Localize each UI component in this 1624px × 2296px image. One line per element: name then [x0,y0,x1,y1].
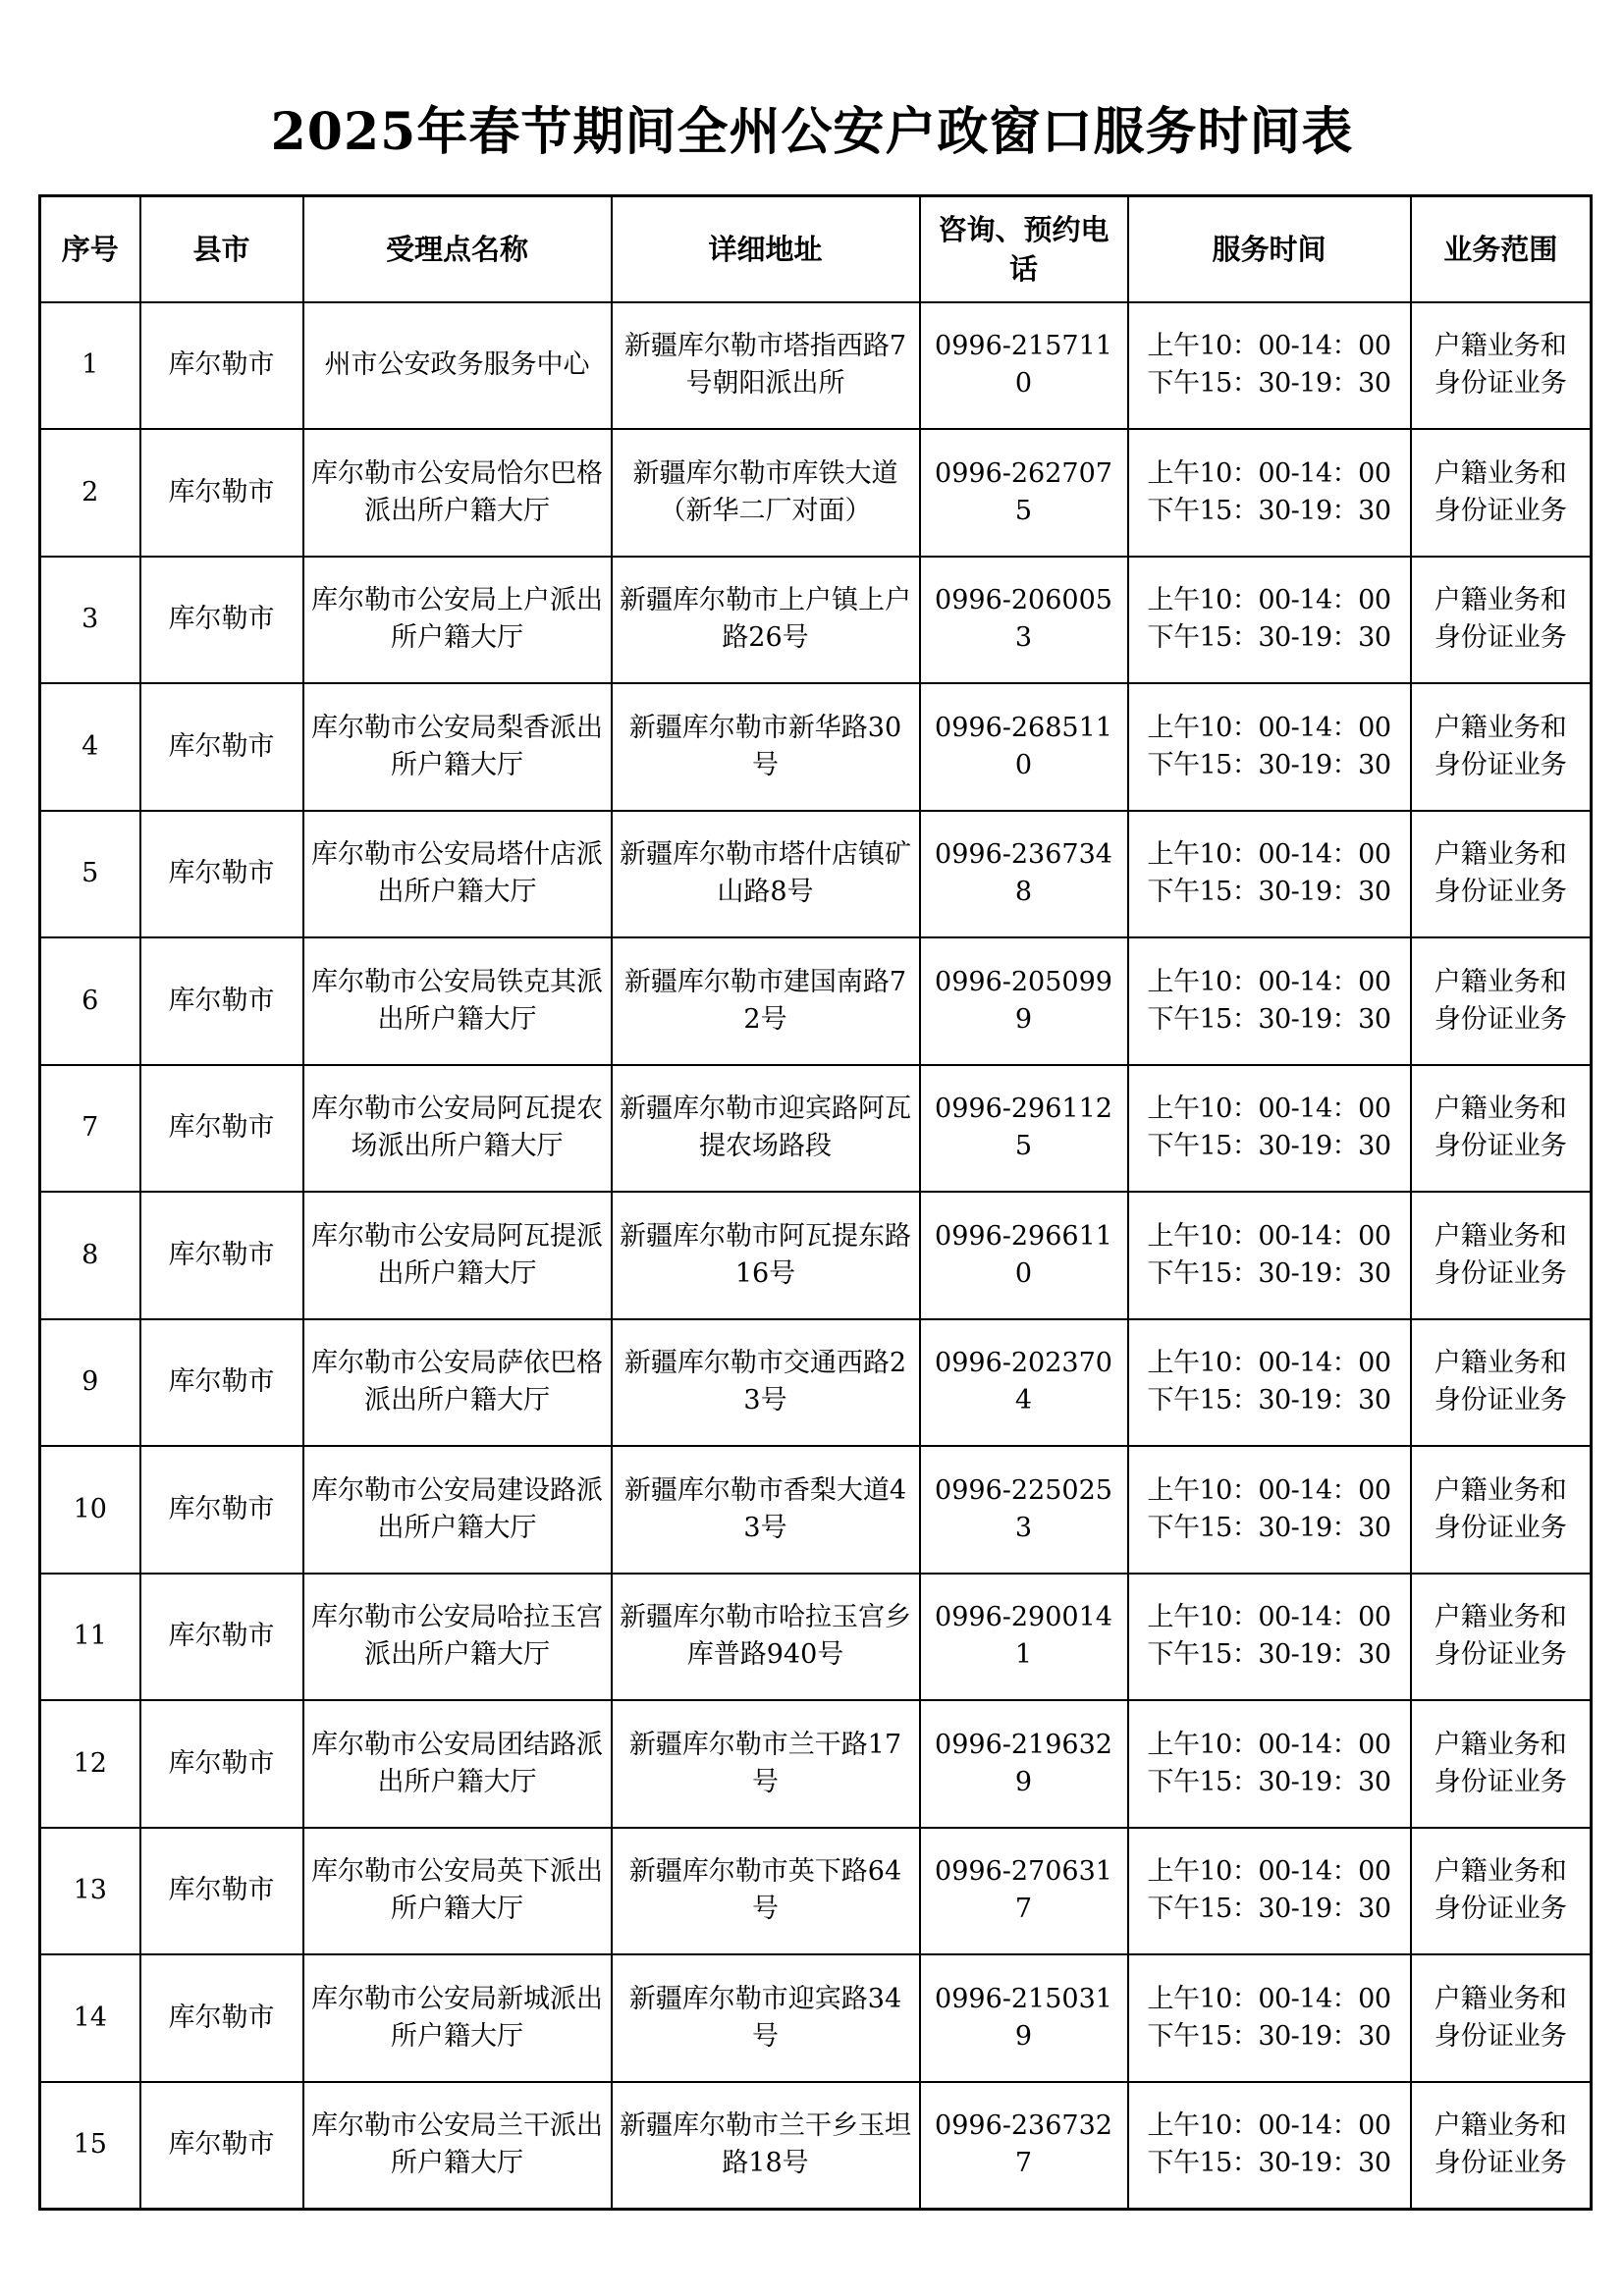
row-phone: 0996-2367327 [920,2082,1128,2210]
row-hours-morning: 上午10：00-14：00 [1147,2110,1391,2141]
row-phone: 0996-2706317 [920,1828,1128,1955]
row-seq: 2 [40,429,140,557]
row-seq: 9 [40,1319,140,1447]
table-row [40,1192,1592,1319]
row-scope-line-1: 户籍业务和 [1434,1094,1567,1125]
row-seq: 4 [40,683,140,811]
row-business-scope [1411,811,1592,938]
row-phone: 0996-2196329 [920,1700,1128,1828]
row-hours-morning: 上午10：00-14：00 [1147,1983,1391,2014]
row-scope-line-2: 身份证业务 [1434,749,1567,780]
table-row [40,1954,1592,2082]
row-hours-morning: 上午10：00-14：00 [1147,457,1391,489]
row-station-name: 库尔勒市公安局英下派出所户籍大厅 [303,1828,612,1955]
row-service-hours [1128,1065,1411,1193]
row-station-name: 库尔勒市公安局阿瓦提农场派出所户籍大厅 [303,1065,612,1193]
table-row [40,429,1592,557]
row-business-scope [1411,1954,1592,2082]
row-business-scope [1411,302,1592,430]
row-address: 新疆库尔勒市迎宾路阿瓦提农场路段 [612,1065,920,1193]
row-address: 新疆库尔勒市哈拉玉宫乡库普路940号 [612,1574,920,1701]
row-service-hours [1128,1828,1411,1955]
row-scope-line-2: 身份证业务 [1434,1385,1567,1416]
row-station-name: 库尔勒市公安局建设路派出所户籍大厅 [303,1446,612,1574]
row-hours-afternoon: 下午15：30-19：30 [1147,1894,1391,1925]
row-hours-afternoon: 下午15：30-19：30 [1147,495,1391,526]
row-hours-morning: 上午10：00-14：00 [1147,966,1391,997]
row-hours-afternoon: 下午15：30-19：30 [1147,749,1391,780]
row-phone: 0996-2685110 [920,683,1128,811]
row-address: 新疆库尔勒市香梨大道43号 [612,1446,920,1574]
row-address: 新疆库尔勒市新华路30号 [612,683,920,811]
row-phone: 0996-2250253 [920,1446,1128,1574]
table-row [40,1574,1592,1701]
row-hours-afternoon: 下午15：30-19：30 [1147,1512,1391,1543]
row-hours-morning: 上午10：00-14：00 [1147,331,1391,362]
row-scope-line-1: 户籍业务和 [1434,1856,1567,1888]
row-phone: 0996-2050999 [920,937,1128,1065]
column-header-seq: 序号 [40,196,140,302]
row-business-scope [1411,1319,1592,1447]
row-service-hours [1128,302,1411,430]
row-seq: 15 [40,2082,140,2210]
row-seq: 6 [40,937,140,1065]
row-seq: 1 [40,302,140,430]
row-county: 库尔勒市 [140,1446,303,1574]
row-county: 库尔勒市 [140,1319,303,1447]
row-scope-line-1: 户籍业务和 [1434,1602,1567,1633]
row-hours-morning: 上午10：00-14：00 [1147,712,1391,743]
row-business-scope [1411,1192,1592,1319]
row-station-name: 库尔勒市公安局塔什店派出所户籍大厅 [303,811,612,938]
column-header-phone: 咨询、预约电话 [920,196,1128,302]
service-hours-table [38,194,1593,2211]
row-seq: 7 [40,1065,140,1193]
column-header-scope: 业务范围 [1411,196,1592,302]
row-station-name: 库尔勒市公安局阿瓦提派出所户籍大厅 [303,1192,612,1319]
row-scope-line-2: 身份证业务 [1434,1257,1567,1289]
row-service-hours [1128,1319,1411,1447]
row-service-hours [1128,811,1411,938]
row-address: 新疆库尔勒市兰干乡玉坦路18号 [612,2082,920,2210]
row-hours-morning: 上午10：00-14：00 [1147,1602,1391,1633]
row-service-hours [1128,1192,1411,1319]
row-hours-morning: 上午10：00-14：00 [1147,1856,1391,1888]
row-county: 库尔勒市 [140,1954,303,2082]
row-service-hours [1128,1700,1411,1828]
row-phone: 0996-2150319 [920,1954,1128,2082]
table-row [40,683,1592,811]
row-county: 库尔勒市 [140,811,303,938]
table-row [40,557,1592,684]
row-scope-line-1: 户籍业务和 [1434,1983,1567,2014]
column-header-county: 县市 [140,196,303,302]
row-address: 新疆库尔勒市兰干路17号 [612,1700,920,1828]
row-hours-morning: 上午10：00-14：00 [1147,1348,1391,1379]
column-header-hours: 服务时间 [1128,196,1411,302]
row-seq: 8 [40,1192,140,1319]
row-hours-afternoon: 下午15：30-19：30 [1147,2020,1391,2052]
row-service-hours [1128,1574,1411,1701]
table-row [40,1700,1592,1828]
row-address: 新疆库尔勒市迎宾路34号 [612,1954,920,2082]
row-seq: 12 [40,1700,140,1828]
row-scope-line-1: 户籍业务和 [1434,1729,1567,1760]
row-address: 新疆库尔勒市阿瓦提东路16号 [612,1192,920,1319]
row-county: 库尔勒市 [140,302,303,430]
row-service-hours [1128,1446,1411,1574]
row-hours-afternoon: 下午15：30-19：30 [1147,368,1391,400]
row-county: 库尔勒市 [140,557,303,684]
row-county: 库尔勒市 [140,683,303,811]
row-scope-line-2: 身份证业务 [1434,622,1567,654]
row-hours-afternoon: 下午15：30-19：30 [1147,1003,1391,1035]
row-address: 新疆库尔勒市交通西路23号 [612,1319,920,1447]
row-business-scope [1411,1446,1592,1574]
table-row [40,1828,1592,1955]
row-station-name: 库尔勒市公安局上户派出所户籍大厅 [303,557,612,684]
row-phone: 0996-2023704 [920,1319,1128,1447]
row-hours-afternoon: 下午15：30-19：30 [1147,1766,1391,1797]
row-scope-line-1: 户籍业务和 [1434,966,1567,997]
row-scope-line-2: 身份证业务 [1434,1894,1567,1925]
table-row [40,1446,1592,1574]
row-address: 新疆库尔勒市英下路64号 [612,1828,920,1955]
row-business-scope [1411,1828,1592,1955]
row-scope-line-1: 户籍业务和 [1434,1348,1567,1379]
row-scope-line-2: 身份证业务 [1434,368,1567,400]
row-phone: 0996-2961125 [920,1065,1128,1193]
row-service-hours [1128,937,1411,1065]
row-station-name: 库尔勒市公安局哈拉玉宫派出所户籍大厅 [303,1574,612,1701]
row-station-name: 库尔勒市公安局兰干派出所户籍大厅 [303,2082,612,2210]
row-county: 库尔勒市 [140,1828,303,1955]
row-address: 新疆库尔勒市库铁大道（新华二厂对面） [612,429,920,557]
row-county: 库尔勒市 [140,2082,303,2210]
row-scope-line-1: 户籍业务和 [1434,1474,1567,1506]
row-business-scope [1411,429,1592,557]
row-scope-line-1: 户籍业务和 [1434,585,1567,616]
table-row [40,1319,1592,1447]
page-title: 2025年春节期间全州公安户政窗口服务时间表 [270,102,1354,162]
row-county: 库尔勒市 [140,1192,303,1319]
row-scope-line-1: 户籍业务和 [1434,457,1567,489]
row-scope-line-2: 身份证业务 [1434,877,1567,908]
column-header-station: 受理点名称 [303,196,612,302]
row-county: 库尔勒市 [140,429,303,557]
row-station-name: 库尔勒市公安局恰尔巴格派出所户籍大厅 [303,429,612,557]
row-station-name: 库尔勒市公安局铁克其派出所户籍大厅 [303,937,612,1065]
row-business-scope [1411,937,1592,1065]
row-seq: 5 [40,811,140,938]
row-phone: 0996-2627075 [920,429,1128,557]
row-station-name: 库尔勒市公安局团结路派出所户籍大厅 [303,1700,612,1828]
row-phone: 0996-2900141 [920,1574,1128,1701]
row-business-scope [1411,557,1592,684]
row-hours-afternoon: 下午15：30-19：30 [1147,622,1391,654]
table-row [40,937,1592,1065]
row-service-hours [1128,557,1411,684]
row-phone: 0996-2966110 [920,1192,1128,1319]
table-header-row [40,196,1592,302]
row-phone: 0996-2157110 [920,302,1128,430]
row-hours-morning: 上午10：00-14：00 [1147,1094,1391,1125]
row-station-name: 库尔勒市公安局梨香派出所户籍大厅 [303,683,612,811]
row-scope-line-2: 身份证业务 [1434,1766,1567,1797]
row-business-scope [1411,683,1592,811]
row-scope-line-1: 户籍业务和 [1434,1220,1567,1252]
row-address: 新疆库尔勒市上户镇上户路26号 [612,557,920,684]
row-scope-line-2: 身份证业务 [1434,1512,1567,1543]
row-seq: 13 [40,1828,140,1955]
table-row [40,302,1592,430]
row-service-hours [1128,683,1411,811]
row-station-name: 州市公安政务服务中心 [303,302,612,430]
row-phone: 0996-2060053 [920,557,1128,684]
table-row [40,811,1592,938]
row-hours-morning: 上午10：00-14：00 [1147,1729,1391,1760]
table-row [40,1065,1592,1193]
row-hours-afternoon: 下午15：30-19：30 [1147,1257,1391,1289]
row-county: 库尔勒市 [140,1700,303,1828]
row-scope-line-1: 户籍业务和 [1434,712,1567,743]
row-county: 库尔勒市 [140,1574,303,1701]
row-county: 库尔勒市 [140,937,303,1065]
table-row [40,2082,1592,2210]
row-hours-afternoon: 下午15：30-19：30 [1147,2148,1391,2178]
row-scope-line-1: 户籍业务和 [1434,331,1567,362]
row-scope-line-2: 身份证业务 [1434,1131,1567,1162]
row-seq: 14 [40,1954,140,2082]
row-service-hours [1128,2082,1411,2210]
row-business-scope [1411,2082,1592,2210]
row-hours-morning: 上午10：00-14：00 [1147,839,1391,871]
row-station-name: 库尔勒市公安局萨依巴格派出所户籍大厅 [303,1319,612,1447]
row-address: 新疆库尔勒市塔指西路7号朝阳派出所 [612,302,920,430]
row-address: 新疆库尔勒市建国南路72号 [612,937,920,1065]
row-scope-line-1: 户籍业务和 [1434,2110,1567,2141]
row-scope-line-1: 户籍业务和 [1434,839,1567,871]
row-hours-afternoon: 下午15：30-19：30 [1147,1385,1391,1416]
table-body [40,302,1592,2210]
row-scope-line-2: 身份证业务 [1434,495,1567,526]
row-phone: 0996-2367348 [920,811,1128,938]
column-header-address: 详细地址 [612,196,920,302]
row-station-name: 库尔勒市公安局新城派出所户籍大厅 [303,1954,612,2082]
row-scope-line-2: 身份证业务 [1434,2020,1567,2052]
row-service-hours [1128,429,1411,557]
row-seq: 3 [40,557,140,684]
row-address: 新疆库尔勒市塔什店镇矿山路8号 [612,811,920,938]
row-county: 库尔勒市 [140,1065,303,1193]
row-seq: 11 [40,1574,140,1701]
row-business-scope [1411,1065,1592,1193]
row-scope-line-2: 身份证业务 [1434,1003,1567,1035]
row-hours-morning: 上午10：00-14：00 [1147,1220,1391,1252]
row-business-scope [1411,1700,1592,1828]
row-seq: 10 [40,1446,140,1574]
row-hours-afternoon: 下午15：30-19：30 [1147,1131,1391,1162]
row-scope-line-2: 身份证业务 [1434,1639,1567,1671]
row-scope-line-2: 身份证业务 [1434,2148,1567,2178]
row-hours-morning: 上午10：00-14：00 [1147,1474,1391,1506]
row-hours-afternoon: 下午15：30-19：30 [1147,1639,1391,1671]
row-service-hours [1128,1954,1411,2082]
row-hours-afternoon: 下午15：30-19：30 [1147,877,1391,908]
row-business-scope [1411,1574,1592,1701]
row-hours-morning: 上午10：00-14：00 [1147,585,1391,616]
